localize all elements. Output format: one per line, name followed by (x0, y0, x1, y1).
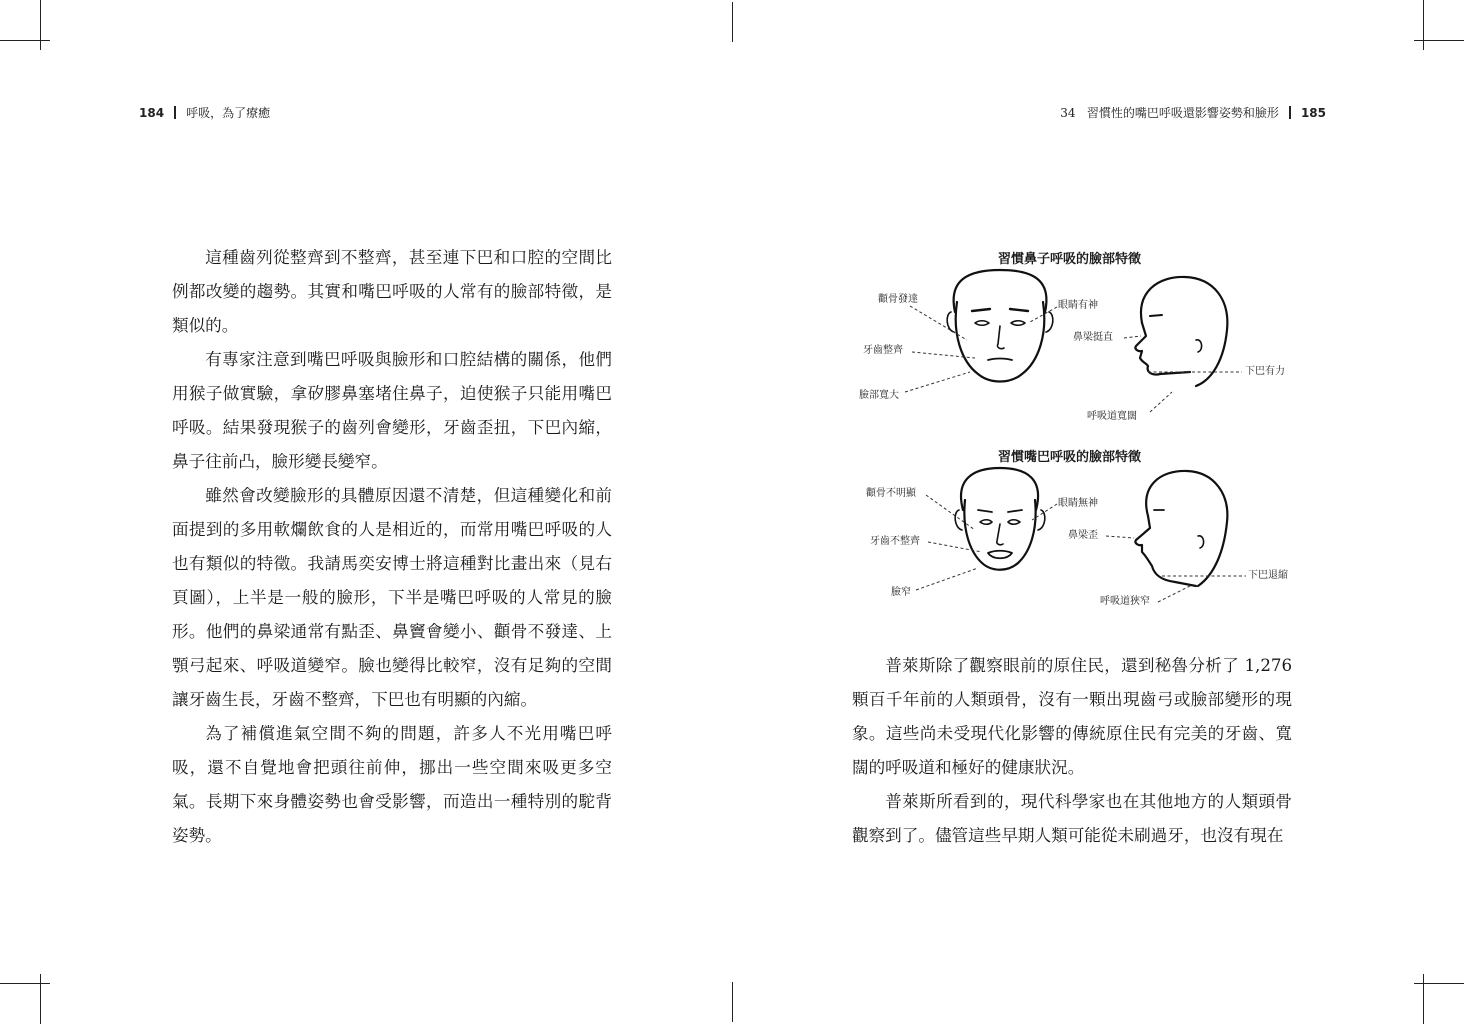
label-eyes: 眼睛有神 (1058, 300, 1098, 311)
paragraph: 普萊斯除了觀察眼前的原住民，還到秘魯分析了 1,276 顆百千年前的人類頭骨，沒有一顆出現齒弓或臉部變形的現象。這些尚未受現代化影響的傳統原住民有完美的牙齒、寬闊的呼吸道和極好的健康狀況。 (852, 656, 1292, 777)
label-nose: 鼻梁歪 (1068, 530, 1098, 541)
chapter-number: 34 (1060, 106, 1076, 120)
paragraph: 普萊斯所看到的，現代科學家也在其他地方的人類頭骨觀察到了。儘管這些早期人類可能從未刷過牙，也沒有現在 (852, 792, 1292, 845)
mouth-breather-profile-face (1135, 471, 1227, 586)
label-face: 臉窄 (891, 587, 911, 598)
label-face: 臉部寬大 (859, 390, 899, 401)
label-teeth: 牙齒整齊 (863, 345, 903, 356)
label-cheekbone: 顴骨發達 (878, 294, 918, 305)
right-body-text (852, 649, 1292, 853)
right-page-number: 185 (1300, 106, 1326, 120)
mouth-breathing-figure-title: 習慣嘴巴呼吸的臉部特徵 (998, 450, 1142, 465)
chapter-title: 習慣性的嘴巴呼吸還影響姿勢和臉形 (1086, 106, 1279, 120)
label-nose: 鼻梁挺直 (1073, 332, 1113, 343)
label-eyes: 眼睛無神 (1058, 498, 1098, 509)
left-page-number: 184 (139, 106, 165, 120)
label-airway: 呼吸道狹窄 (1100, 596, 1150, 607)
nasal-breather-front-face (947, 270, 1053, 382)
mouth-breather-front-face (955, 468, 1045, 570)
paragraph: 這種齒列從整齊到不整齊，甚至連下巴和口腔的空間比例都改變的趨勢。其實和嘴巴呼吸的人常有的臉部特徵，是類似的。 (172, 248, 612, 335)
label-teeth: 牙齒不整齊 (870, 536, 920, 547)
paragraph: 為了補償進氣空間不夠的問題，許多人不光用嘴巴呼吸，還不自覺地會把頭往前伸，挪出一些空間來吸更多空氣。長期下來身體姿勢也會受影響，而造出一種特別的駝背姿勢。 (172, 724, 612, 845)
label-cheekbone: 顴骨不明顯 (866, 488, 916, 499)
label-chin: 下巴有力 (1245, 366, 1285, 377)
label-chin: 下巴退縮 (1248, 570, 1288, 581)
paragraph: 雖然會改變臉形的具體原因還不清楚，但這種變化和前面提到的多用軟爛飲食的人是相近的，而常用嘴巴呼吸的人也有類似的特徵。我請馬奕安博士將這種對比畫出來（見右頁圖），上半是一般的臉形，下半是嘴巴呼吸的人常見的臉形。他們的鼻梁通常有點歪、鼻竇會變小、顴骨不發達、上顎弓起來、呼吸道變窄。臉也變得比較窄，沒有足夠的空間讓牙齒生長，牙齒不整齊，下巴也有明顯的內縮。 (172, 486, 612, 709)
label-airway: 呼吸道寬闊 (1087, 411, 1137, 422)
paragraph: 有專家注意到嘴巴呼吸與臉形和口腔結構的關係，他們用猴子做實驗，拿矽膠鼻塞堵住鼻子，迫使猴子只能用嘴巴呼吸。結果發現猴子的齒列會變形，牙齒歪扭，下巴內縮，鼻子往前凸，臉形變長變窄。 (172, 350, 612, 471)
book-title: 呼吸，為了療癒 (186, 106, 271, 120)
nasal-breathing-figure-title: 習慣鼻子呼吸的臉部特徵 (998, 252, 1142, 267)
nasal-breather-profile-face (1135, 277, 1227, 386)
